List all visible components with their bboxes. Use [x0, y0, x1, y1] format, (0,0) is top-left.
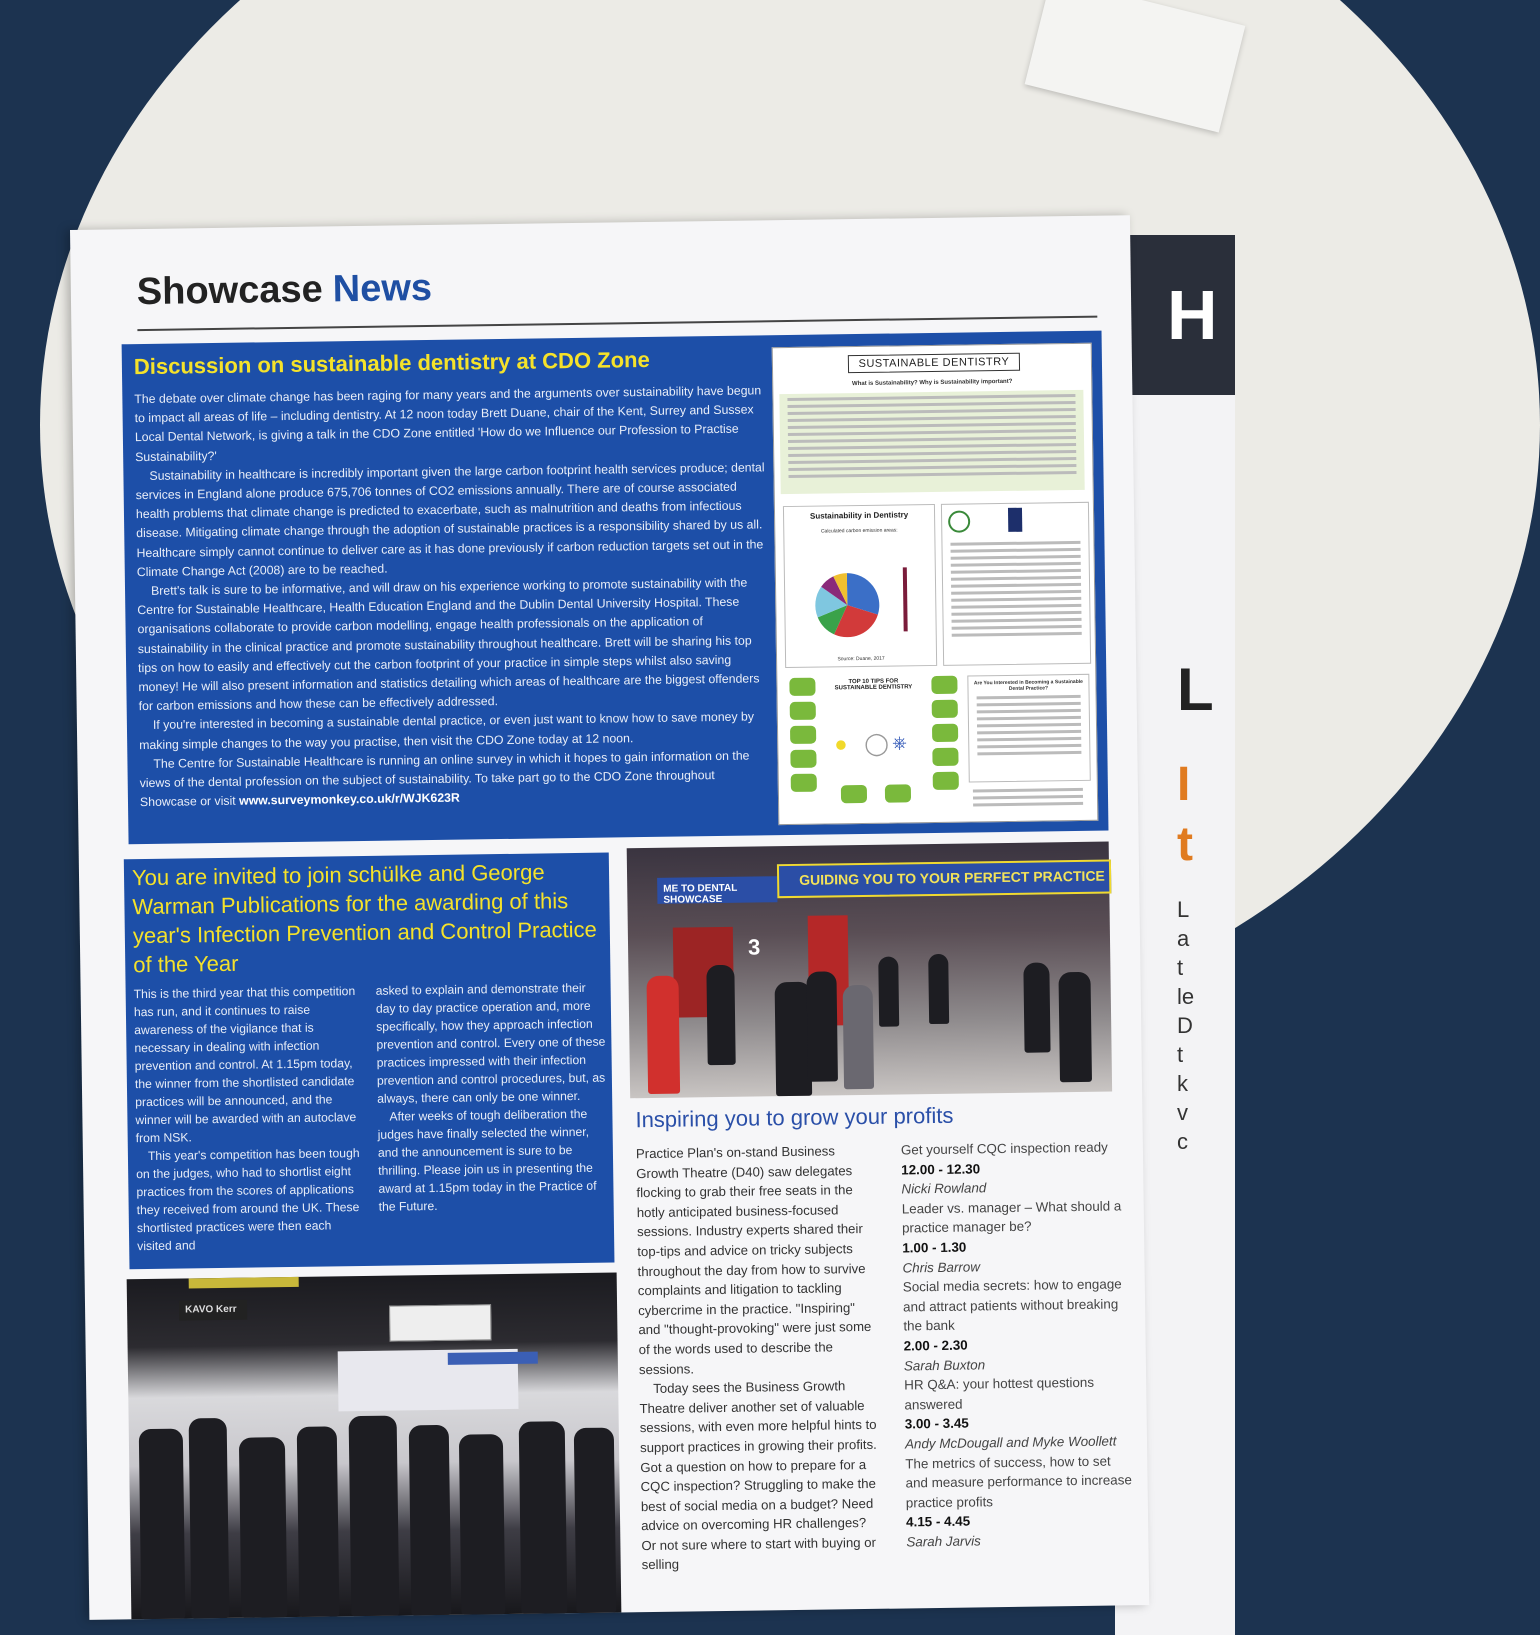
- section-header: [137, 267, 433, 314]
- poster-contacts: [965, 784, 1091, 811]
- poster-title: SUSTAINABLE DENTISTRY: [848, 353, 1020, 373]
- schedule-time: 1.00 - 1.30: [902, 1239, 967, 1256]
- poster-tips-title: TOP 10 TIPS FOR SUSTAINABLE DENTISTRY: [834, 678, 913, 692]
- next-page-heading: H: [1167, 276, 1218, 354]
- schedule-topic: Leader vs. manager – What should a practice manager be?: [901, 1198, 1122, 1236]
- photo-person: [806, 971, 838, 1081]
- poster-source: Source: Duane, 2017: [837, 655, 885, 663]
- bicycle-icon: ⎈: [892, 732, 907, 753]
- photo2-theatre-sign: [189, 1277, 299, 1289]
- photo2-booth-banner: [448, 1352, 538, 1365]
- arrow-bar: [903, 567, 908, 631]
- article2-column-1: [134, 982, 370, 1255]
- article2-column-2: [376, 979, 611, 1216]
- sustainable-dentistry-poster: [772, 343, 1099, 825]
- schedule-topic: The metrics of success, how to set and measure performance to increase practice profits: [905, 1453, 1132, 1511]
- csh-logo: [948, 510, 970, 532]
- schedule-topic: HR Q&A: your hottest questions answered: [904, 1374, 1095, 1413]
- next-page-subtitle: I t: [1177, 758, 1193, 871]
- tip-bubble: [933, 772, 959, 790]
- tip-bubble: [789, 678, 815, 696]
- photo-person: [519, 1421, 568, 1614]
- next-page-text-edge: L a t le D t k v c: [1177, 897, 1195, 1154]
- article-sustainable-dentistry: [122, 331, 1109, 845]
- article1-survey-text: The Centre for Sustainable Healthcare is running an online survey in which it hopes to gain information on the views of the dental profession on the subject of sustainability. To take part go to the CDO Zone throughout Showcase or visit: [139, 748, 750, 810]
- photo-banner-left: ME TO DENTAL SHOWCASE: [657, 876, 777, 904]
- tip-bubble: [931, 676, 957, 694]
- article1-paragraph: Brett's talk is sure to be informative, and will draw on his experience working to promote sustainability with the Centre for Sustainable Healthcare, Health Education England and the Dublin Dental University Hospital. These organisations collaborate to provide carbon modelling, engage health professionals on the application of sustainability in the clinical practice and promote sustainability throughout healthcare. Brett will be sharing his top tips on how to easily and effectively cut the carbon footprint of your practice in simple steps whilst also saving money! He will also present information and statistics detailing which areas of healthcare are the biggest offenders for carbon emissions and how these can be effectively addressed.: [137, 575, 760, 714]
- article2-title: You are invited to join schülke and George Warman Publications for the awarding of this year's Infection Prevention and Control Practice of the Year: [131, 859, 597, 978]
- article3-title: Inspiring you to grow your profits: [635, 1102, 954, 1133]
- photo-person: [878, 957, 899, 1027]
- photo-exhibition-floor: [127, 1272, 622, 1619]
- schedule-speaker: Sarah Jarvis: [906, 1533, 981, 1550]
- article1-paragraph: The debate over climate change has been raging for many years and the arguments over sustainability have begun to impact all areas of life – including dentistry. At 12 noon today Brett Duane, chair of the Kent, Surrey and Sussex Local Dental Network, is giving a talk in the CDO Zone entitled 'How do we Influence our Profession to Practise Sustainability?': [134, 383, 762, 464]
- schedule-speaker: Chris Barrow: [902, 1258, 981, 1276]
- article1-paragraph: Sustainability in healthcare is incredibly important given the large carbon footprint health services produce; dental services in England alone produce 675,706 tonnes of CO2 emissions annually. There are of course associated health problems that climate change is predicted to exacerbate, such as malnutrition and deaths from infectious disease. Mitigating climate change through the adoption of sustainable practices is a responsibility shared by us all. Healthcare simply cannot continue to deliver care as it has done previously if carbon reduction targets set out in the Climate Change Act (2008) are to be reached.: [135, 460, 765, 579]
- photo-person: [1058, 972, 1092, 1082]
- tooth-icon: ◯: [864, 730, 890, 756]
- article3-body: [636, 1141, 882, 1575]
- photo-person: [409, 1425, 452, 1616]
- schedule-time: 2.00 - 2.30: [903, 1337, 968, 1354]
- article3-paragraph: Today sees the Business Growth Theatre deliver another set of valuable sessions, with even more helpful hints to support practices in growing their profits. Got a question on how to prepare for a CQC inspection? Struggling to make the best of social media on a budget? Need advice on overcoming HR challenges? Or not sure where to start with buying or selling: [639, 1378, 877, 1573]
- poster-panel-organisations: [941, 502, 1091, 666]
- article1-title: Discussion on sustainable dentistry at CDO Zone: [133, 346, 650, 380]
- header-word-news: News: [332, 266, 433, 311]
- photo-hall-number: 3: [747, 934, 761, 960]
- ddu-logo: [1008, 508, 1022, 532]
- schedule-speaker: Sarah Buxton: [903, 1356, 986, 1373]
- survey-link[interactable]: www.surveymonkey.co.uk/r/WJK623R: [238, 790, 460, 808]
- header-word-showcase: Showcase: [136, 268, 324, 314]
- photo2-stand-sign: [389, 1304, 491, 1341]
- photo-person: [706, 965, 735, 1065]
- article1-body: [134, 381, 770, 812]
- tip-bubble: [790, 702, 816, 720]
- schedule-topic: Get yourself CQC inspection ready: [900, 1139, 1108, 1158]
- article2-paragraph: After weeks of tough deliberation the judges have finally selected the winner, and the announcement is sure to be thrilling. Please join us in presenting the award at 1.15pm today in the Practice of the Future.: [377, 1106, 597, 1214]
- photo-person: [139, 1429, 186, 1620]
- poster-panel1-subtitle: Calculated carbon emission areas:: [820, 527, 898, 535]
- pie-chart: [785, 549, 937, 661]
- photo-banner-text: GUIDING YOU TO YOUR PERFECT PRACTICE: [799, 867, 1105, 888]
- theatre-schedule: [901, 1137, 1137, 1552]
- photo-person: [1023, 962, 1050, 1052]
- photo-person: [297, 1426, 340, 1617]
- poster-panel1-title: Sustainability in Dentistry: [809, 510, 909, 521]
- tip-bubble: [932, 748, 958, 766]
- lightbulb-icon: ●: [834, 731, 848, 757]
- photo-person: [459, 1434, 506, 1615]
- article1-paragraph: If you're interested in becoming a sustainable dental practice, or even just want to know how to save money by making simple changes to the way you practise, then visit the CDO Zone today at 12 noon.: [139, 709, 755, 752]
- article2-paragraph: This year's competition has been tough on the judges, who had to shortlist eight practices from the scores of applications they received from around the UK. These shortlisted practices were then each visited and: [136, 1146, 360, 1254]
- schedule-speaker: Nicki Rowland: [901, 1180, 987, 1197]
- schedule-time: 12.00 - 12.30: [901, 1160, 981, 1178]
- photo2-kavo-sign: KAVO Kerr: [179, 1300, 247, 1321]
- article2-paragraph: asked to explain and demonstrate their day to day practice operation and, more specifically, how they approach infection prevention and control. Every one of these practices impressed with their infection prevention and control procedures, but, as always, there can only be one winner.: [375, 980, 606, 1106]
- tip-bubble: [790, 726, 816, 744]
- tip-bubble: [932, 700, 958, 718]
- schedule-time: 4.15 - 4.45: [906, 1513, 971, 1530]
- article2-paragraph: This is the third year that this competition has run, and it continues to raise awareness of the vigilance that is necessary in dealing with infection prevention and control. At 1.15pm today, the winner from the shortlisted candidate practices will be announced, and the winner will be awarded with an autoclave from NSK.: [133, 984, 357, 1146]
- article3-paragraph: Practice Plan's on-stand Business Growth Theatre (D40) saw delegates flocking to grab their free seats in the hotly anticipated business-focused sessions. Industry experts shared their top-tips and advice on tricky subjects throughout the day from how to survive complaints and litigation to tackling cybercrime in the practice. "Inspiring" and "thought-provoking" were just some of the words used to describe the sessions.: [635, 1143, 872, 1377]
- poster-survey-title: Are You Interested in Becoming a Sustainable Dental Practice?: [973, 678, 1083, 692]
- tip-bubble: [932, 724, 958, 742]
- poster-intro-text: [779, 390, 1084, 494]
- photo-person: [928, 954, 949, 1024]
- tip-bubble: [841, 785, 867, 803]
- photo-person: [239, 1437, 288, 1618]
- poster-question: What is Sustainability? Why is Sustainability important?: [851, 378, 1013, 388]
- schedule-topic: Social media secrets: how to engage and attract patients without breaking the bank: [902, 1276, 1122, 1334]
- schedule-time: 3.00 - 3.45: [904, 1415, 969, 1432]
- photo-banner: [777, 860, 1111, 899]
- photo-showcase-entrance: [627, 842, 1112, 1099]
- photo-person: [349, 1416, 400, 1617]
- tip-bubble: [790, 750, 816, 768]
- next-page-title: L: [1177, 656, 1214, 723]
- poster-panel-dentistry: [783, 504, 937, 668]
- tip-bubble: [791, 774, 817, 792]
- photo-person: [574, 1428, 617, 1614]
- article-infection-prevention: [124, 853, 615, 1270]
- magazine-page: [70, 215, 1149, 1620]
- photo-person: [189, 1418, 230, 1619]
- tip-bubble: [885, 784, 911, 802]
- header-rule: [137, 316, 1097, 331]
- article1-paragraph: [139, 746, 770, 812]
- photo-person: [843, 985, 874, 1089]
- poster-survey-box: [967, 674, 1090, 783]
- schedule-speaker: Andy McDougall and Myke Woollett: [904, 1433, 1117, 1452]
- poster-top-tips: [785, 672, 963, 818]
- photo-person: [646, 976, 680, 1094]
